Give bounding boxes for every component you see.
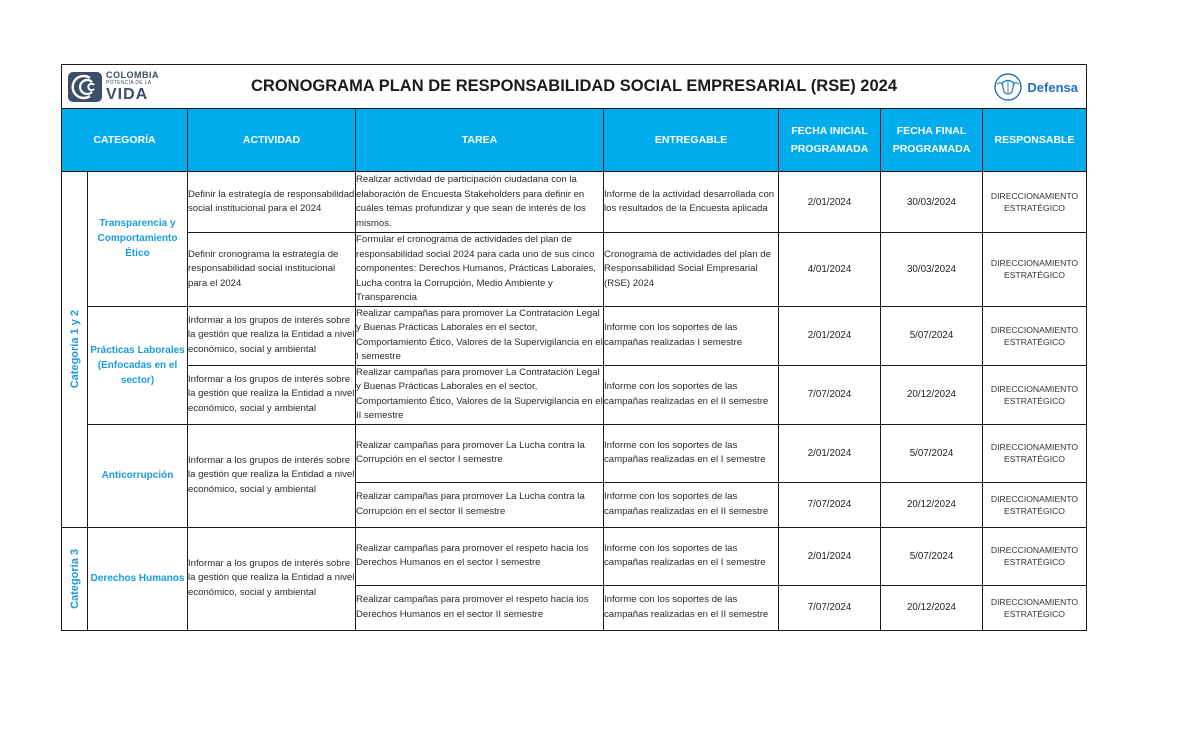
responsable-cell: DIRECCIONAMIENTO ESTRATÉGICO bbox=[983, 233, 1087, 307]
responsable-cell: DIRECCIONAMIENTO ESTRATÉGICO bbox=[983, 527, 1087, 585]
col-header-fecha-final: FECHA FINAL PROGRAMADA bbox=[881, 109, 983, 172]
defensa-logo bbox=[993, 72, 1078, 102]
document-header-row bbox=[62, 65, 1087, 109]
col-header-fecha-inicial: FECHA INICIAL PROGRAMADA bbox=[779, 109, 881, 172]
entregable-cell: Informe con los soportes de las campañas realizadas en el I semestre bbox=[604, 424, 779, 482]
col-header-actividad: ACTIVIDAD bbox=[188, 109, 356, 172]
table-row bbox=[62, 365, 1087, 424]
table-row bbox=[62, 424, 1087, 482]
fecha-inicial-cell: 2/01/2024 bbox=[779, 424, 881, 482]
tarea-cell: Realizar campañas para promover La Lucha contra la Corrupción en el sector II semestre bbox=[356, 482, 604, 527]
tarea-cell: Realizar campañas para promover La Contratación Legal y Buenas Prácticas Laborales en el sector, Comportamiento Ético, Valores de la Supervigilancia en el II semestre bbox=[356, 365, 604, 424]
col-header-entregable: ENTREGABLE bbox=[604, 109, 779, 172]
entregable-cell: Informe con los soportes de las campañas realizadas I semestre bbox=[604, 306, 779, 365]
tarea-cell: Realizar campañas para promover La Lucha contra la Corrupción en el sector I semestre bbox=[356, 424, 604, 482]
table-row bbox=[62, 233, 1087, 307]
responsable-cell: DIRECCIONAMIENTO ESTRATÉGICO bbox=[983, 482, 1087, 527]
entregable-cell: Informe con los soportes de las campañas realizadas en el II semestre bbox=[604, 365, 779, 424]
actividad-cell: Informar a los grupos de interés sobre la gestión que realiza la Entidad a nivel económico, social y ambiental bbox=[188, 365, 356, 424]
responsable-cell: DIRECCIONAMIENTO ESTRATÉGICO bbox=[983, 172, 1087, 233]
document-header bbox=[62, 65, 1087, 109]
subcategory-cell: Derechos Humanos bbox=[88, 527, 188, 630]
subcategory-cell: Transparencia y Comportamiento Ético bbox=[88, 172, 188, 307]
fecha-final-cell: 20/12/2024 bbox=[881, 365, 983, 424]
entregable-cell: Informe con los soportes de las campañas realizadas en el II semestre bbox=[604, 482, 779, 527]
logo-line-2: POTENCIA DE LA bbox=[106, 80, 152, 86]
tarea-cell: Realizar campañas para promover el respeto hacia los Derechos Humanos en el sector I semestre bbox=[356, 527, 604, 585]
fecha-inicial-cell: 7/07/2024 bbox=[779, 585, 881, 630]
fecha-inicial-cell: 2/01/2024 bbox=[779, 172, 881, 233]
fecha-inicial-cell: 2/01/2024 bbox=[779, 306, 881, 365]
column-header-row bbox=[62, 109, 1087, 172]
tarea-cell: Realizar campañas para promover La Contratación Legal y Buenas Prácticas Laborales en el sector, Comportamiento Ético, Valores de la Supervigilancia en el I semestre bbox=[356, 306, 604, 365]
logo-line-3: VIDA bbox=[106, 86, 149, 103]
category-group-label: Categoría 3 bbox=[68, 548, 81, 609]
table-row bbox=[62, 172, 1087, 233]
fecha-final-cell: 5/07/2024 bbox=[881, 527, 983, 585]
fecha-inicial-cell: 7/07/2024 bbox=[779, 482, 881, 527]
actividad-cell: Definir la estrategía de responsabilidad social institucional para el 2024 bbox=[188, 172, 356, 233]
national-seal-icon bbox=[993, 72, 1023, 102]
fecha-inicial-cell: 2/01/2024 bbox=[779, 527, 881, 585]
entregable-cell: Cronograma de actividades del plan de Responsabilidad Social Empresarial (RSE) 2024 bbox=[604, 233, 779, 307]
subcategory-cell: Prácticas Laborales (Enfocadas en el sector) bbox=[88, 306, 188, 424]
fecha-final-cell: 30/03/2024 bbox=[881, 172, 983, 233]
responsable-cell: DIRECCIONAMIENTO ESTRATÉGICO bbox=[983, 365, 1087, 424]
col-header-tarea: TAREA bbox=[356, 109, 604, 172]
fecha-inicial-cell: 4/01/2024 bbox=[779, 233, 881, 307]
rse-schedule-sheet bbox=[61, 64, 1086, 631]
category-group-label: Categoría 1 y 2 bbox=[68, 310, 81, 389]
actividad-cell: Definir cronograma la estrategía de responsabilidad social institucional para el 2024 bbox=[188, 233, 356, 307]
col-header-categoria: CATEGORÍA bbox=[62, 109, 188, 172]
tarea-cell: Realizar actividad de participación ciudadana con la elaboración de Encuesta Stakeholders para definir en cuáles temas profundizar y que sean de interés de los mismos. bbox=[356, 172, 604, 233]
fecha-final-cell: 20/12/2024 bbox=[881, 585, 983, 630]
entregable-cell: Informe con los soportes de las campañas realizadas en el II semestre bbox=[604, 585, 779, 630]
logo-line-1: COLOMBIA bbox=[106, 70, 159, 80]
table-row bbox=[62, 527, 1087, 585]
entregable-cell: Informe con los soportes de las campañas realizadas en el I semestre bbox=[604, 527, 779, 585]
rse-schedule-table bbox=[61, 64, 1087, 631]
fecha-final-cell: 5/07/2024 bbox=[881, 424, 983, 482]
category-group-cell bbox=[62, 172, 88, 528]
fecha-inicial-cell: 7/07/2024 bbox=[779, 365, 881, 424]
subcategory-cell: Anticorrupción bbox=[88, 424, 188, 527]
fecha-final-cell: 20/12/2024 bbox=[881, 482, 983, 527]
tarea-cell: Realizar campañas para promover el respeto hacia los Derechos Humanos en el sector II semestre bbox=[356, 585, 604, 630]
category-group-cell bbox=[62, 527, 88, 630]
actividad-cell: Informar a los grupos de interés sobre la gestión que realiza la Entidad a nivel económico, social y ambiental bbox=[188, 306, 356, 365]
responsable-cell: DIRECCIONAMIENTO ESTRATÉGICO bbox=[983, 424, 1087, 482]
fecha-final-cell: 5/07/2024 bbox=[881, 306, 983, 365]
table-row bbox=[62, 306, 1087, 365]
responsable-cell: DIRECCIONAMIENTO ESTRATÉGICO bbox=[983, 585, 1087, 630]
actividad-cell: Informar a los grupos de interés sobre la gestión que realiza la Entidad a nivel económico, social y ambiental bbox=[188, 527, 356, 630]
responsable-cell: DIRECCIONAMIENTO ESTRATÉGICO bbox=[983, 306, 1087, 365]
defensa-label: Defensa bbox=[1027, 79, 1078, 95]
page-title: CRONOGRAMA PLAN DE RESPONSABILIDAD SOCIAL EMPRESARIAL (RSE) 2024 bbox=[250, 77, 898, 95]
entregable-cell: Informe de la actividad desarrollada con los resultados de la Encuesta aplicada bbox=[604, 172, 779, 233]
col-header-responsable: RESPONSABLE bbox=[983, 109, 1087, 172]
fecha-final-cell: 30/03/2024 bbox=[881, 233, 983, 307]
tarea-cell: Formular el cronograma de actividades del plan de responsabilidad social 2024 para cada uno de sus cinco componentes: Derechos Humanos, Prácticas Laborales, Lucha contra la Corrupción, Medio Ambiente y Transparencia bbox=[356, 233, 604, 307]
actividad-cell: Informar a los grupos de interés sobre la gestión que realiza la Entidad a nivel económico, social y ambiental bbox=[188, 424, 356, 527]
